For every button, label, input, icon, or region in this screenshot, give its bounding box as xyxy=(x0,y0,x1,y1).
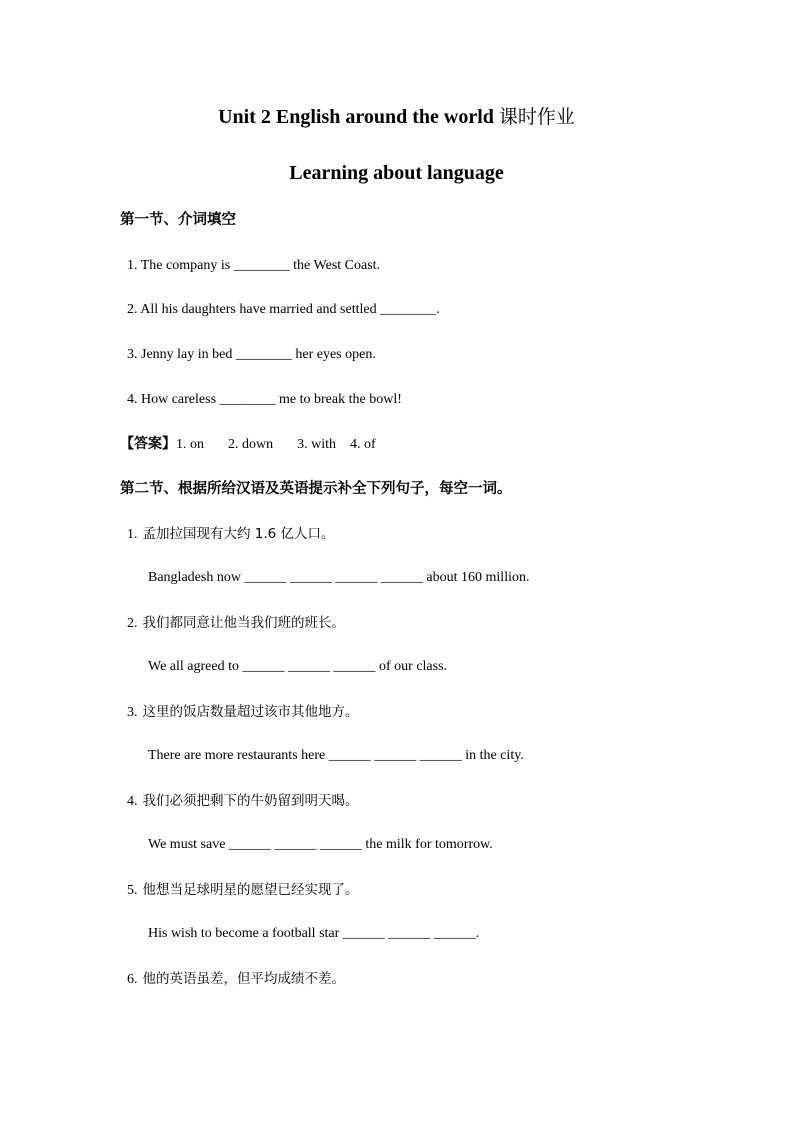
question-chinese-text: 他的英语虽差，但平均成绩不差。 xyxy=(142,971,345,987)
section-2-question-1-english: Bangladesh now ______ ______ ______ ______ about 160 million. xyxy=(148,570,530,585)
section-2-question-2-english: We all agreed to ______ ______ ______ of our class. xyxy=(148,659,448,674)
section-2-question-4-english: We must save ______ ______ ______ the milk for tomorrow. xyxy=(148,837,493,852)
question-chinese-text: 我们都同意让他当我们班的班长。 xyxy=(142,615,345,631)
answer-label: 【答案】 xyxy=(120,436,176,452)
question-chinese-text: 孟加拉国现有大约 1.6 亿人口。 xyxy=(142,526,335,542)
section-2-question-4-chinese xyxy=(127,793,359,809)
question-number: 6. xyxy=(127,972,138,987)
question-number: 2. xyxy=(127,616,138,631)
question-number: 1. xyxy=(127,527,138,542)
page-subtitle: Learning about language xyxy=(289,162,504,184)
section-2-question-3-english: There are more restaurants here ______ ______ ______ in the city. xyxy=(148,748,524,763)
section-2-question-1-chinese xyxy=(127,526,335,542)
question-number: 5. xyxy=(127,883,138,898)
question-chinese-text: 他想当足球明星的愿望已经实现了。 xyxy=(142,882,359,898)
section-2-question-5-chinese xyxy=(127,882,359,898)
question-number: 3. xyxy=(127,705,138,720)
page-title-chinese: 课时作业 xyxy=(498,106,575,128)
section-2-question-6-chinese xyxy=(127,971,345,987)
section-2-question-2-chinese xyxy=(127,615,345,631)
page-title xyxy=(0,107,793,127)
answer-2: 2. down xyxy=(228,437,274,452)
question-chinese-text: 我们必须把剩下的牛奶留到明天喝。 xyxy=(142,793,359,809)
section-1-heading: 第一节、介词填空 xyxy=(120,212,236,228)
question-chinese-text: 这里的饭店数量超过该市其他地方。 xyxy=(142,704,359,720)
section-1-answers xyxy=(120,437,376,452)
section-2-question-3-chinese xyxy=(127,704,359,720)
question-number: 4. xyxy=(127,794,138,809)
section-2-question-5-english: His wish to become a football star ______ ______ ______. xyxy=(148,926,480,941)
section-2-heading: 第二节、根据所给汉语及英语提示补全下列句子，每空一词。 xyxy=(120,481,512,497)
section-1-question-2: 2. All his daughters have married and settled ________. xyxy=(127,302,440,317)
answer-1: 1. on xyxy=(176,437,204,452)
section-1-question-4: 4. How careless ________ me to break the bowl! xyxy=(127,392,402,407)
answer-4: 4. of xyxy=(350,437,376,452)
section-1-question-1: 1. The company is ________ the West Coast. xyxy=(127,258,381,273)
section-1-question-3: 3. Jenny lay in bed ________ her eyes open. xyxy=(127,347,376,362)
answer-3: 3. with xyxy=(297,437,337,452)
page-title-english: Unit 2 English around the world xyxy=(218,106,499,128)
